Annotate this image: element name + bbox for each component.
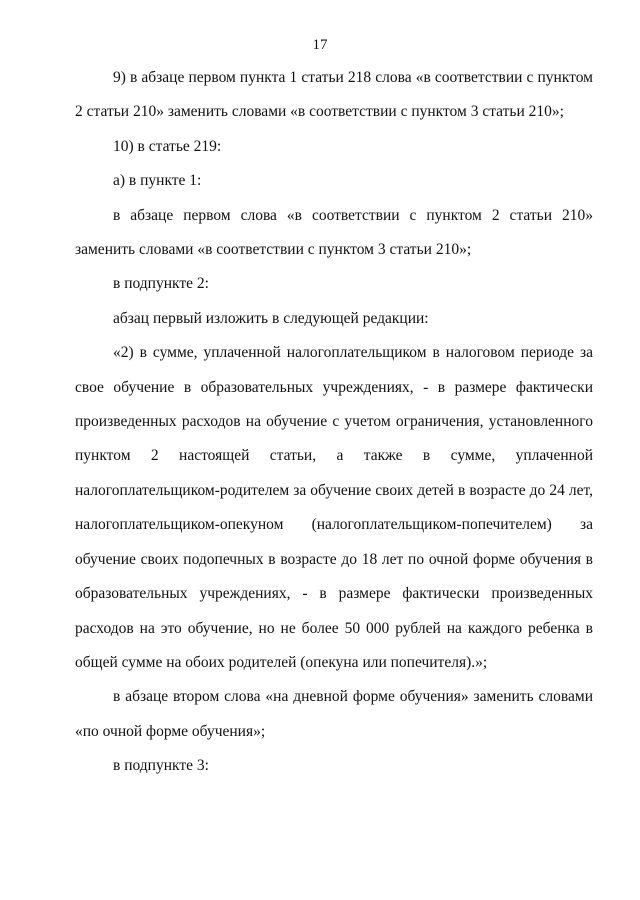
paragraph-quoted-new-text: «2) в сумме, уплаченной налогоплательщиком в налоговом периоде за свое обучение в образовательных учреждениях, - в размере фактически произведенных расходов на обучение с учетом ограничения, установленного пунктом 2 настоящей статьи, а также в сумме, уплаченной налогоплательщиком-родителем за обучение своих детей в возрасте до 24 лет, налогоплательщиком-опекуном (налогоплательщиком-попечителем) за обучение своих подопечных в возрасте до 18 лет по очной форме обучения в образовательных учреждениях, - в размере фактически произведенных расходов на это обучение, но не более 50 000 рублей на каждого ребенка в общей сумме на обоих родителей (опекуна или попечителя).»; bbox=[75, 344, 593, 671]
paragraph-subpoint-2: в подпункте 2: bbox=[113, 275, 209, 293]
paragraph-item-10: 10) в статье 219: bbox=[113, 137, 222, 155]
paragraph-second-abzac-change: в абзаце втором слова «на дневной форме обучения» заменить словами «по очной форме обучения»; bbox=[75, 688, 593, 740]
paragraph-item-9: 9) в абзаце первом пункта 1 статьи 218 слова «в соответствии с пунктом 2 статьи 210» заменить словами «в соответствии с пунктом 3 статьи 210»; bbox=[75, 69, 593, 121]
document-body bbox=[75, 61, 593, 784]
paragraph-first-abzac-change: в абзаце первом слова «в соответствии с пунктом 2 статьи 210» заменить словами «в соответствии с пунктом 3 статьи 210»; bbox=[75, 206, 593, 259]
paragraph-subitem-a: а) в пункте 1: bbox=[113, 172, 202, 190]
page-number: 17 bbox=[312, 37, 328, 53]
paragraph-subpoint-3: в подпункте 3: bbox=[113, 757, 209, 775]
paragraph-first-abzac-new-wording: абзац первый изложить в следующей редакции: bbox=[113, 309, 429, 327]
